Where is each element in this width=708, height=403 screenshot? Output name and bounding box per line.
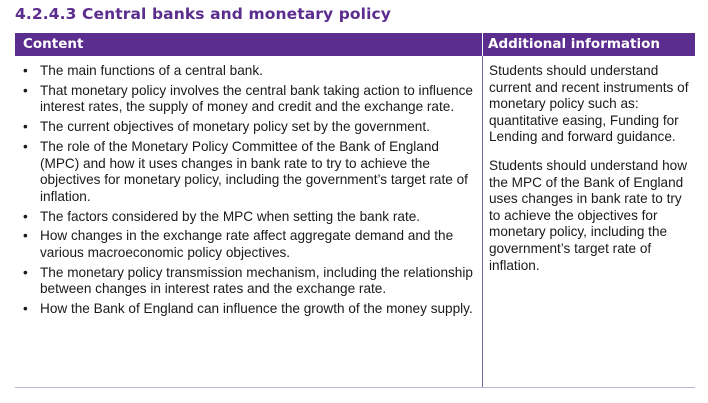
bullet-icon: • — [23, 208, 28, 224]
list-item — [15, 63, 477, 80]
list-item — [15, 139, 477, 205]
list-item — [15, 301, 477, 318]
bullet-icon: • — [23, 82, 28, 98]
list-item-text: The role of the Monetary Policy Committee of the Bank of England (MPC) and how it uses changes in bank rate to try to achieve the objectives for monetary policy, including the government’s target rate of inflation. — [40, 138, 468, 204]
list-item-text: The current objectives of monetary policy set by the government. — [40, 119, 430, 135]
bullet-icon: • — [23, 301, 28, 317]
content-table — [15, 33, 695, 388]
list-item-text: How the Bank of England can influence the growth of the money supply. — [40, 301, 473, 317]
column-divider — [482, 56, 483, 388]
list-item — [15, 228, 477, 261]
table-bottom-border — [15, 387, 695, 388]
bullet-icon: • — [23, 264, 28, 280]
additional-paragraph: Students should understand how the MPC of the Bank of England uses changes in bank rate to try to achieve the objectives for monetary policy, including the government’s target rate of inflation. — [489, 157, 688, 273]
bullet-icon: • — [23, 63, 28, 78]
content-list — [15, 63, 477, 321]
list-item — [15, 119, 477, 136]
list-item-text: The monetary policy transmission mechanism, including the relationship between changes in interest rates and the exchange rate. — [40, 264, 473, 297]
bullet-icon: • — [23, 228, 28, 244]
list-item-text: How changes in the exchange rate affect aggregate demand and the various macroeconomic policy objectives. — [40, 228, 454, 260]
bullet-icon: • — [23, 119, 28, 135]
header-divider — [482, 33, 483, 56]
additional-paragraph: Students should understand current and recent instruments of monetary policy such as: quantitative easing, Funding for Lending and forward guidance. — [489, 63, 689, 145]
list-item — [15, 83, 477, 116]
content-column-header: Content — [23, 36, 84, 52]
bullet-icon: • — [23, 138, 28, 154]
table-header-row — [15, 33, 695, 56]
additional-information-cell — [489, 63, 695, 286]
list-item-text: That monetary policy involves the central bank taking action to influence interest rates, the supply of money and credit and the exchange rate. — [40, 82, 473, 115]
list-item — [15, 265, 477, 298]
section-heading: 4.2.4.3 Central banks and monetary policy — [15, 5, 391, 23]
list-item — [15, 209, 477, 226]
additional-information-column-header: Additional information — [488, 36, 660, 52]
list-item-text: The factors considered by the MPC when setting the bank rate. — [40, 208, 421, 224]
list-item-text: The main functions of a central bank. — [40, 63, 263, 78]
